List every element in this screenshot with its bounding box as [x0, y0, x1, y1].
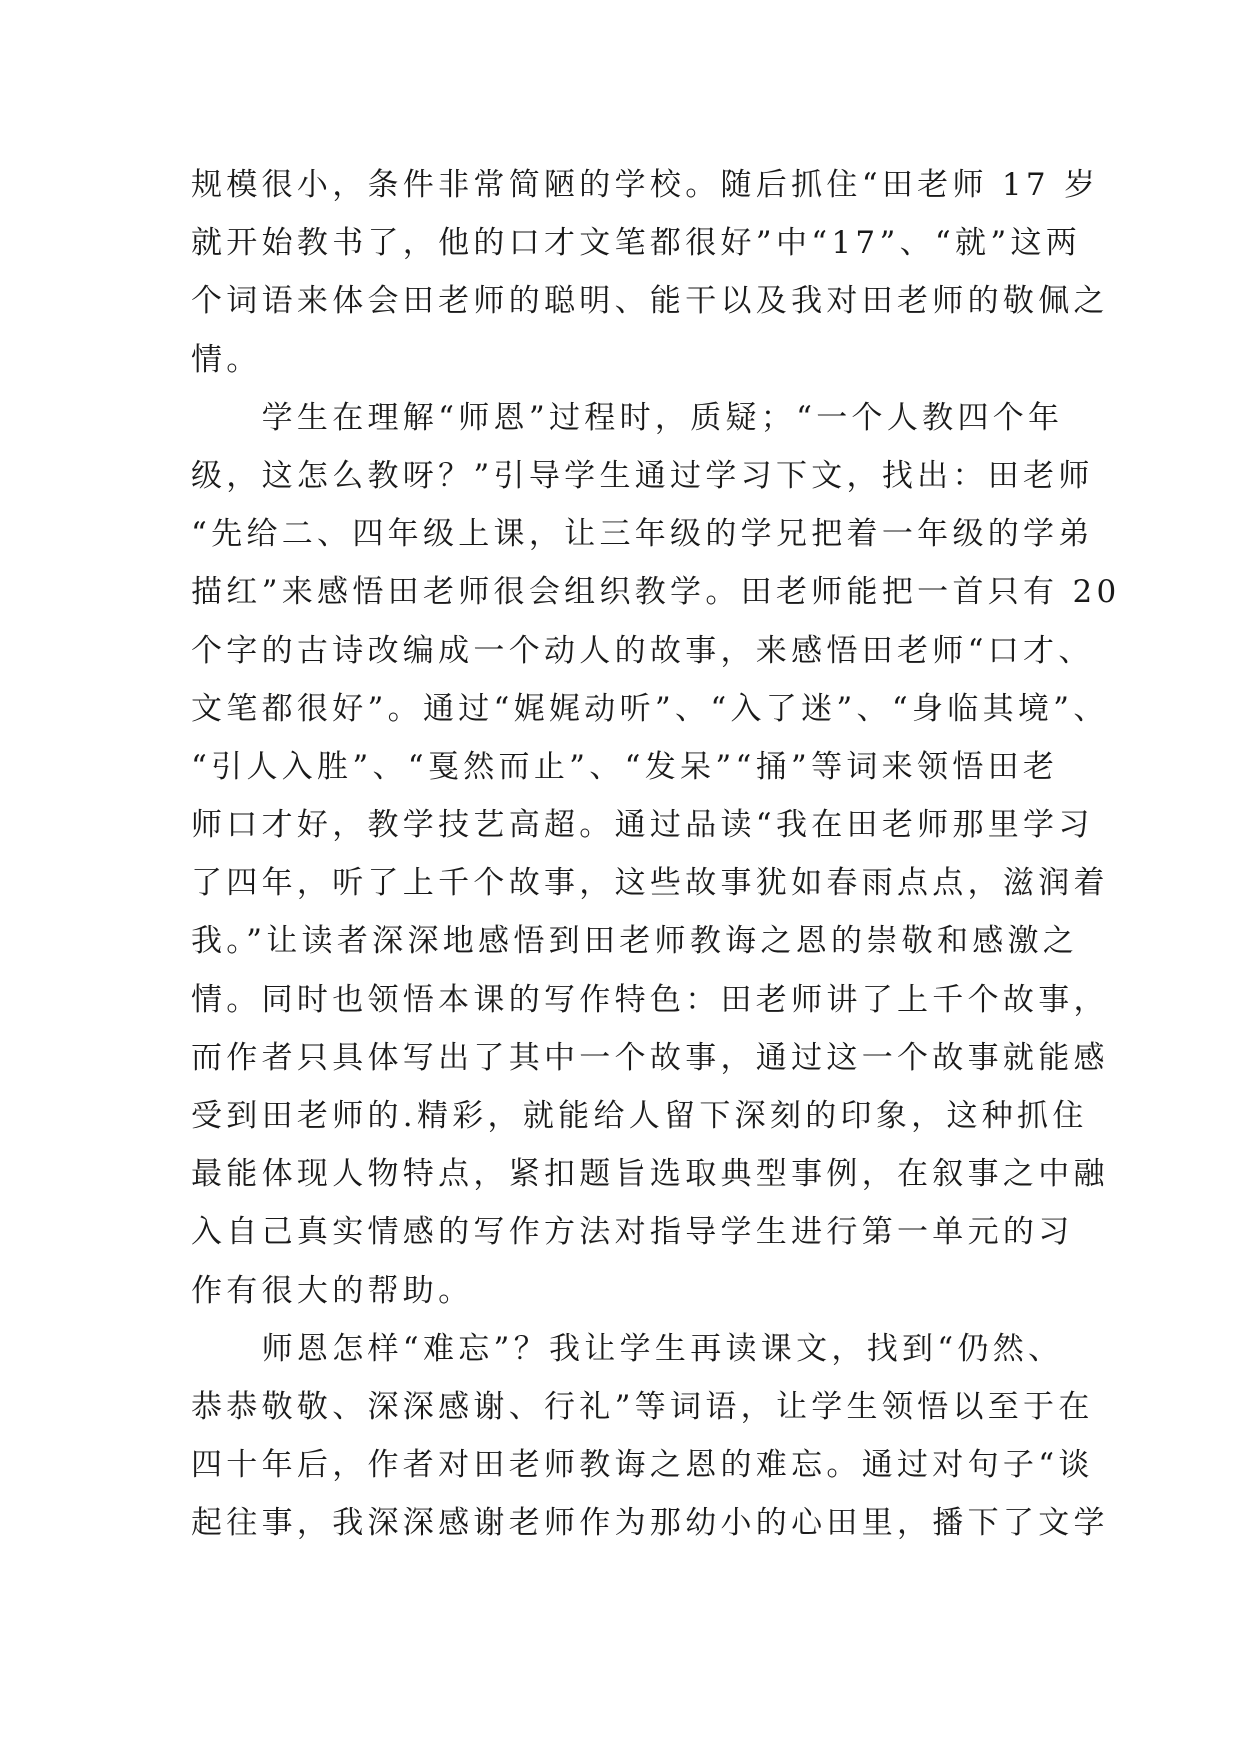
text-line: 我。”让读者深深地感悟到田老师教诲之恩的崇敬和感激之: [191, 923, 1079, 960]
text-line: 文笔都很好”。通过“娓娓动听”、“入了迷”、“身临其境”、: [191, 690, 1109, 727]
text-line: 了四年，听了上千个故事，这些故事犹如春雨点点，滋润着: [191, 865, 1109, 902]
text-line: 就开始教书了，他的口才文笔都很好”中“17”、“就”这两: [191, 225, 1082, 262]
text-line: 情。同时也领悟本课的写作特色：田老师讲了上千个故事，: [191, 981, 1109, 1018]
text-line: 个字的古诗改编成一个动人的故事，来感悟田老师“口才、: [191, 632, 1094, 669]
text-line: 师口才好，教学技艺高超。通过品读“我在田老师那里学习: [191, 807, 1094, 844]
body-text: [191, 156, 1121, 1553]
text-line: “引人入胜”、“戛然而止”、“发呆”“捅”等词来领悟田老: [191, 748, 1059, 785]
text-line: 个词语来体会田老师的聪明、能干以及我对田老师的敬佩之: [191, 283, 1109, 320]
text-line: “先给二、四年级上课，让三年级的学兄把着一年级的学弟: [191, 516, 1094, 553]
text-line: 最能体现人物特点，紧扣题旨选取典型事例，在叙事之中融: [191, 1156, 1109, 1193]
text-line: 起往事，我深深感谢老师作为那幼小的心田里，播下了文学: [191, 1505, 1109, 1542]
text-line: 学生在理解“师恩”过程时，质疑；“一个人教四个年: [191, 399, 1064, 436]
text-line: 描红”来感悟田老师很会组织教学。田老师能把一首只有 20: [191, 574, 1121, 611]
text-line: 情。: [191, 341, 262, 378]
text-line: 规模很小，条件非常简陋的学校。随后抓住“田老师 17 岁: [191, 167, 1100, 203]
text-line: 级，这怎么教呀？”引导学生通过学习下文，找出：田老师: [191, 457, 1094, 494]
text-line: 受到田老师的.精彩，就能给人留下深刻的印象，这种抓住: [191, 1098, 1088, 1134]
text-line: 恭恭敬敬、深深感谢、行礼”等词语，让学生领悟以至于在: [191, 1388, 1094, 1425]
text-line: 作有很大的帮助。: [191, 1272, 474, 1309]
text-line: 而作者只具体写出了其中一个故事，通过这一个故事就能感: [191, 1039, 1109, 1076]
text-line: 四十年后，作者对田老师教诲之恩的难忘。通过对句子“谈: [191, 1447, 1094, 1484]
text-line: 师恩怎样“难忘”？我让学生再读课文，找到“仍然、: [191, 1330, 1064, 1367]
text-line: 入自己真实情感的写作方法对指导学生进行第一单元的习: [191, 1214, 1074, 1251]
